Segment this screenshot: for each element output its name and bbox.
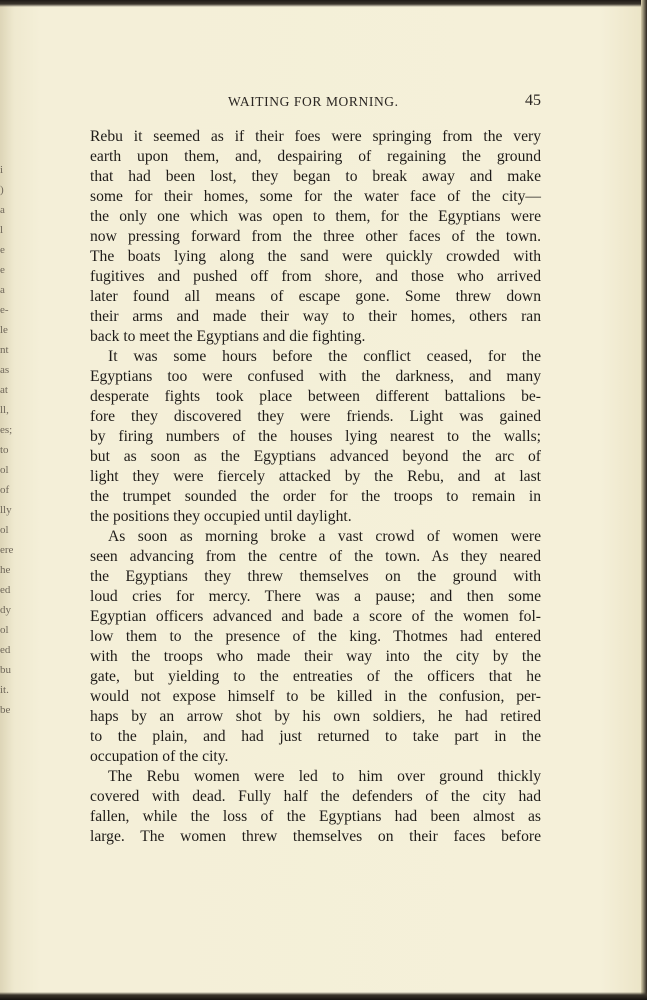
gutter-fragment: ed — [0, 644, 11, 656]
facing-page-gutter-text — [0, 160, 14, 860]
paragraph — [90, 127, 541, 347]
page-number: 45 — [525, 92, 541, 109]
text-line: light they were fiercely attacked by the Rebu, and at last — [90, 468, 541, 485]
gutter-fragment: a — [0, 204, 5, 216]
text-line: It was some hours before the conflict ceased, for the — [108, 348, 541, 365]
gutter-fragment: a — [0, 284, 5, 296]
gutter-fragment: i — [0, 164, 4, 176]
text-line: fore they discovered they were friends. Light was gained — [90, 408, 541, 425]
text-line: The boats lying along the sand were quickly crowded with — [90, 248, 541, 265]
gutter-fragment: l — [0, 224, 4, 236]
gutter-fragment: ere — [0, 544, 14, 556]
text-line: haps by an arrow shot by his own soldiers, he had retired — [90, 708, 541, 725]
gutter-fragment: bu — [0, 664, 11, 676]
top-edge — [0, 0, 647, 7]
gutter-fragment: be — [0, 704, 11, 716]
gutter-fragment: ol — [0, 464, 9, 476]
gutter-fragment: of — [0, 484, 10, 496]
text-line: with the troops who made their way into the city by the — [90, 648, 541, 665]
text-line: now pressing forward from the three other faces of the town. — [90, 228, 541, 245]
gutter-fragment: at — [0, 384, 8, 396]
text-line: would not expose himself to be killed in the confusion, per- — [90, 688, 541, 705]
gutter-fragment: ol — [0, 624, 9, 636]
gutter-fragment: as — [0, 364, 10, 376]
right-page-edge — [641, 0, 647, 1000]
page-header — [90, 92, 541, 114]
text-line: covered with dead. Fully half the defenders of the city had — [90, 788, 541, 805]
text-line: to the plain, and had just returned to take part in the — [90, 728, 541, 745]
gutter-fragment: e- — [0, 304, 9, 316]
gutter-fragment: ol — [0, 524, 9, 536]
text-line: fallen, while the loss of the Egyptians had been almost as — [90, 808, 541, 825]
gutter-fragment: e — [0, 244, 5, 256]
text-line: the positions they occupied until daylight. — [90, 508, 352, 525]
paragraph — [90, 527, 541, 767]
gutter-fragment: e — [0, 264, 5, 276]
text-line: occupation of the city. — [90, 748, 229, 765]
text-line: earth upon them, and, despairing of regaining the ground — [90, 148, 541, 165]
gutter-fragment: to — [0, 444, 9, 456]
text-line: the Egyptians they threw themselves on the ground with — [90, 568, 541, 585]
text-line: As soon as morning broke a vast crowd of women were — [108, 528, 541, 545]
body-text — [90, 127, 541, 847]
gutter-fragment: ll, — [0, 404, 9, 416]
text-line: desperate fights took place between different battalions be- — [90, 388, 541, 405]
text-line: Egyptian officers advanced and bade a score of the women fol- — [90, 608, 541, 625]
text-line: back to meet the Egyptians and die fighting. — [90, 328, 366, 345]
text-line: but as soon as the Egyptians advanced beyond the arc of — [90, 448, 541, 465]
text-line: their arms and made their way to their homes, others ran — [90, 308, 541, 325]
gutter-fragment: it. — [0, 684, 9, 696]
text-line: Egyptians too were confused with the darkness, and many — [90, 368, 541, 385]
gutter-fragment: ) — [0, 184, 4, 196]
gutter-fragment: lly — [0, 504, 12, 516]
text-line: by firing numbers of the houses lying nearest to the walls; — [90, 428, 541, 445]
gutter-fragment: le — [0, 324, 8, 336]
text-line: that had been lost, they began to break away and make — [90, 168, 541, 185]
text-line: some for their homes, some for the water face of the city— — [90, 188, 541, 205]
text-line: gate, but yielding to the entreaties of the officers that he — [90, 668, 541, 685]
text-line: seen advancing from the centre of the town. As they neared — [90, 548, 541, 565]
gutter-fragment: ed — [0, 584, 11, 596]
paragraph — [90, 347, 541, 527]
running-title: WAITING FOR MORNING. — [228, 94, 399, 109]
gutter-fragment: dy — [0, 604, 11, 616]
text-line: the trumpet sounded the order for the troops to remain in — [90, 488, 541, 505]
text-line: fugitives and pushed off from shore, and those who arrived — [90, 268, 541, 285]
text-line: low them to the presence of the king. Thotmes had entered — [90, 628, 541, 645]
text-line: Rebu it seemed as if their foes were springing from the very — [90, 128, 541, 145]
gutter-fragment: he — [0, 564, 11, 576]
gutter-fragment: es; — [0, 424, 13, 436]
text-line: large. The women threw themselves on their faces before — [90, 828, 541, 845]
paragraph — [90, 767, 541, 847]
text-line: the only one which was open to them, for the Egyptians were — [90, 208, 541, 225]
text-line: loud cries for mercy. There was a pause; and then some — [90, 588, 541, 605]
text-line: The Rebu women were led to him over ground thickly — [108, 768, 541, 785]
gutter-fragment: nt — [0, 344, 9, 356]
bottom-page-edge — [0, 992, 647, 1000]
text-line: later found all means of escape gone. Some threw down — [90, 288, 541, 305]
